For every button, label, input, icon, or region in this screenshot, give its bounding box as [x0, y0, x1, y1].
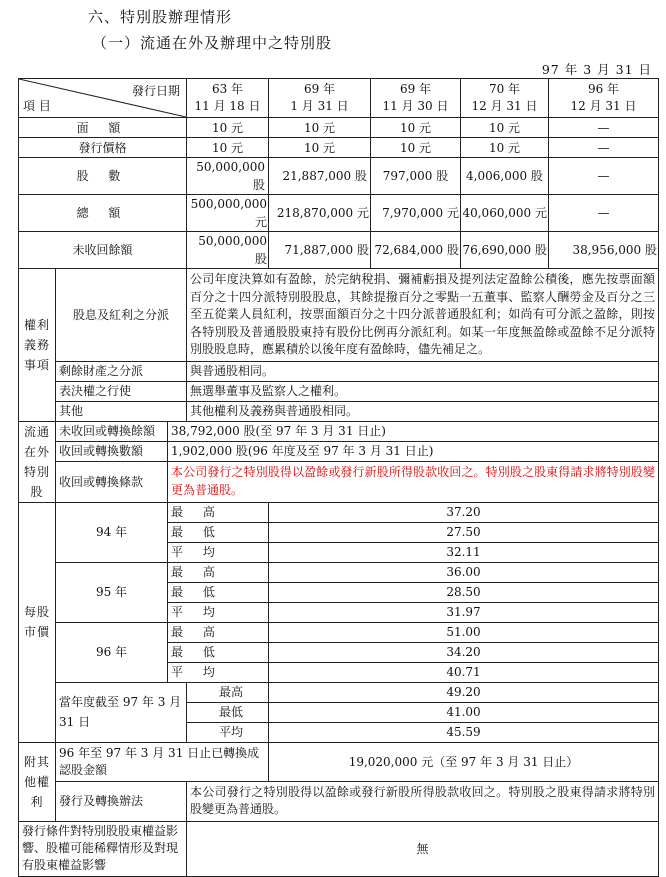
cell-value: 40,060,000 元 — [461, 195, 549, 232]
row-label: 表決權之行使 — [56, 381, 187, 401]
row-label: 其他 — [56, 401, 187, 421]
cell-value: 218,870,000 元 — [269, 195, 371, 232]
cell-value: 76,690,000 股 — [461, 232, 549, 269]
stat-value: 41.00 — [269, 702, 659, 722]
row-label: 發行價格 — [19, 138, 187, 158]
stat-value: 31.97 — [269, 602, 659, 622]
table-row — [19, 421, 659, 441]
issue-date-header: 96 年 12 月 31 日 — [549, 79, 659, 118]
corner-bottom-label: 項 目 — [23, 99, 51, 113]
stat-label: 最 低 — [168, 522, 269, 542]
cell-value: 71,887,000 股 — [269, 232, 371, 269]
table-row — [19, 269, 659, 362]
cell-value: 10 元 — [187, 138, 269, 158]
stat-label: 平 均 — [168, 602, 269, 622]
stat-label: 最 高 — [168, 622, 269, 642]
method-text: 本公司發行之特別股得以盈餘或發行新股所得股款收回之。特別股之股東得請求將特別股變更為普通股。 — [187, 781, 659, 821]
stat-value: 37.20 — [269, 502, 659, 522]
issue-date-header: 69 年 11 月 30 日 — [371, 79, 461, 118]
row-label: 發行及轉換辦法 — [56, 781, 187, 821]
year-label: 95 年 — [56, 562, 168, 622]
table-row — [19, 781, 659, 821]
stat-label: 平 均 — [168, 542, 269, 562]
row-label: 未收回餘額 — [19, 232, 187, 269]
stat-value: 36.00 — [269, 562, 659, 582]
row-label: 股 數 — [19, 158, 187, 195]
stat-label: 平 均 — [168, 662, 269, 682]
row-label: 剩餘財產之分派 — [56, 361, 187, 381]
cell-value: 與普通股相同。 — [187, 361, 659, 381]
cell-value: 10 元 — [461, 118, 549, 138]
cell-value: 無選舉董事及監察人之權利。 — [187, 381, 659, 401]
cell-value: 500,000,000 元 — [187, 195, 269, 232]
stat-label: 最 低 — [168, 582, 269, 602]
outstanding-section-label: 流通在外特別股 — [19, 421, 56, 502]
header-row — [19, 79, 659, 118]
table-row — [19, 562, 659, 582]
cell-value: — — [549, 118, 659, 138]
stat-value: 27.50 — [269, 522, 659, 542]
year-label: 當年度截至 97 年 3 月 31 日 — [56, 682, 187, 742]
cell-value: 10 元 — [269, 118, 371, 138]
stat-label: 最高 — [187, 682, 269, 702]
row-label: 收回或轉換條款 — [56, 462, 168, 503]
table-row — [19, 622, 659, 642]
cell-value: 10 元 — [269, 138, 371, 158]
cell-value: 其他權利及義務與普通股相同。 — [187, 401, 659, 421]
stat-value: 51.00 — [269, 622, 659, 642]
other-rights-section-label: 附其他權利 — [19, 742, 56, 821]
rights-section-label: 權利義務事項 — [19, 269, 56, 422]
table-row — [19, 195, 659, 232]
stat-label: 最 高 — [168, 502, 269, 522]
year-label: 96 年 — [56, 622, 168, 682]
cell-value: — — [549, 138, 659, 158]
corner-header — [19, 79, 187, 118]
corner-top-label: 發行日期 — [131, 84, 180, 98]
cell-value: 38,956,000 股 — [549, 232, 659, 269]
stat-value: 40.71 — [269, 662, 659, 682]
cell-value: 19,020,000 元（至 97 年 3 月 31 日止） — [269, 742, 659, 781]
stat-label: 最 高 — [168, 562, 269, 582]
preferred-stock-table — [18, 78, 659, 877]
stat-value: 45.59 — [269, 722, 659, 742]
cell-value: — — [549, 158, 659, 195]
cell-value: 10 元 — [187, 118, 269, 138]
stat-label: 最低 — [187, 702, 269, 722]
row-label: 股息及紅利之分派 — [56, 269, 187, 362]
table-row — [19, 821, 659, 876]
cell-value: 10 元 — [461, 138, 549, 158]
row-label: 收回或轉換數額 — [56, 441, 168, 461]
stat-value: 32.11 — [269, 542, 659, 562]
terms-text: 本公司發行之特別股得以盈餘或發行新股所得股款收回之。特別股之股東得請求將特別股變更為普通股。 — [168, 462, 659, 503]
cell-value: 10 元 — [371, 118, 461, 138]
cell-value: 72,684,000 股 — [371, 232, 461, 269]
row-label: 面 額 — [19, 118, 187, 138]
as-of-date: 97 年 3 月 31 日 — [541, 62, 652, 77]
cell-value: 7,970,000 元 — [371, 195, 461, 232]
row-label: 96 年至 97 年 3 月 31 日止已轉換成認股金額 — [56, 742, 269, 781]
cell-value: 50,000,000 股 — [187, 158, 269, 195]
issue-date-header: 69 年 1 月 31 日 — [269, 79, 371, 118]
issue-date-header: 70 年 12 月 31 日 — [461, 79, 549, 118]
stat-value: 49.20 — [269, 682, 659, 702]
cell-value: 50,000,000 股 — [187, 232, 269, 269]
subsection-heading: （一）流通在外及辦理中之特別股 — [92, 34, 333, 52]
table-row — [19, 361, 659, 381]
cell-value: 797,000 股 — [371, 158, 461, 195]
row-label: 總 額 — [19, 195, 187, 232]
stat-value: 28.50 — [269, 582, 659, 602]
table-row — [19, 381, 659, 401]
row-label: 未收回或轉換餘額 — [56, 421, 168, 441]
table-row — [19, 158, 659, 195]
year-label: 94 年 — [56, 502, 168, 562]
stat-value: 34.20 — [269, 642, 659, 662]
section-heading: 六、特別股辦理情形 — [88, 8, 233, 26]
table-row — [19, 401, 659, 421]
cell-value: 1,902,000 股(96 年度及至 97 年 3 月 31 日止) — [168, 441, 659, 461]
cell-value: — — [549, 195, 659, 232]
table-row — [19, 232, 659, 269]
table-row — [19, 502, 659, 522]
stat-label: 最 低 — [168, 642, 269, 662]
table-row — [19, 742, 659, 781]
impact-label: 發行條件對特別股股東權益影響、股權可能稀釋情形及對現有股東權益影響 — [19, 821, 187, 876]
market-section-label: 每股市價 — [19, 502, 56, 742]
dividend-text: 公司年度決算如有盈餘，於完納稅捐、彌補虧損及提列法定盈餘公積後，應先按票面額百分之十四分派特別股股息，其餘提撥百分之零點一五董事、監察人酬勞金及百分之三至五從業人員紅利，按票面額百分之十四分派普通股紅利；如尚有可分派之盈餘，則按各特別股及普通股股東持有股份比例再分派紅利。如某一年度無盈餘或盈餘不足分派特別股股息時，應累積於以後年度有盈餘時，儘先補足之。 — [187, 269, 659, 362]
cell-value: 38,792,000 股(至 97 年 3 月 31 日止) — [168, 421, 659, 441]
cell-value: 10 元 — [371, 138, 461, 158]
table-row — [19, 682, 659, 702]
cell-value: 21,887,000 股 — [269, 158, 371, 195]
issue-date-header: 63 年 11 月 18 日 — [187, 79, 269, 118]
table-row — [19, 118, 659, 138]
table-row — [19, 441, 659, 461]
table-row — [19, 138, 659, 158]
stat-label: 平均 — [187, 722, 269, 742]
cell-value: 4,006,000 股 — [461, 158, 549, 195]
table-row — [19, 462, 659, 503]
impact-value: 無 — [187, 821, 659, 876]
